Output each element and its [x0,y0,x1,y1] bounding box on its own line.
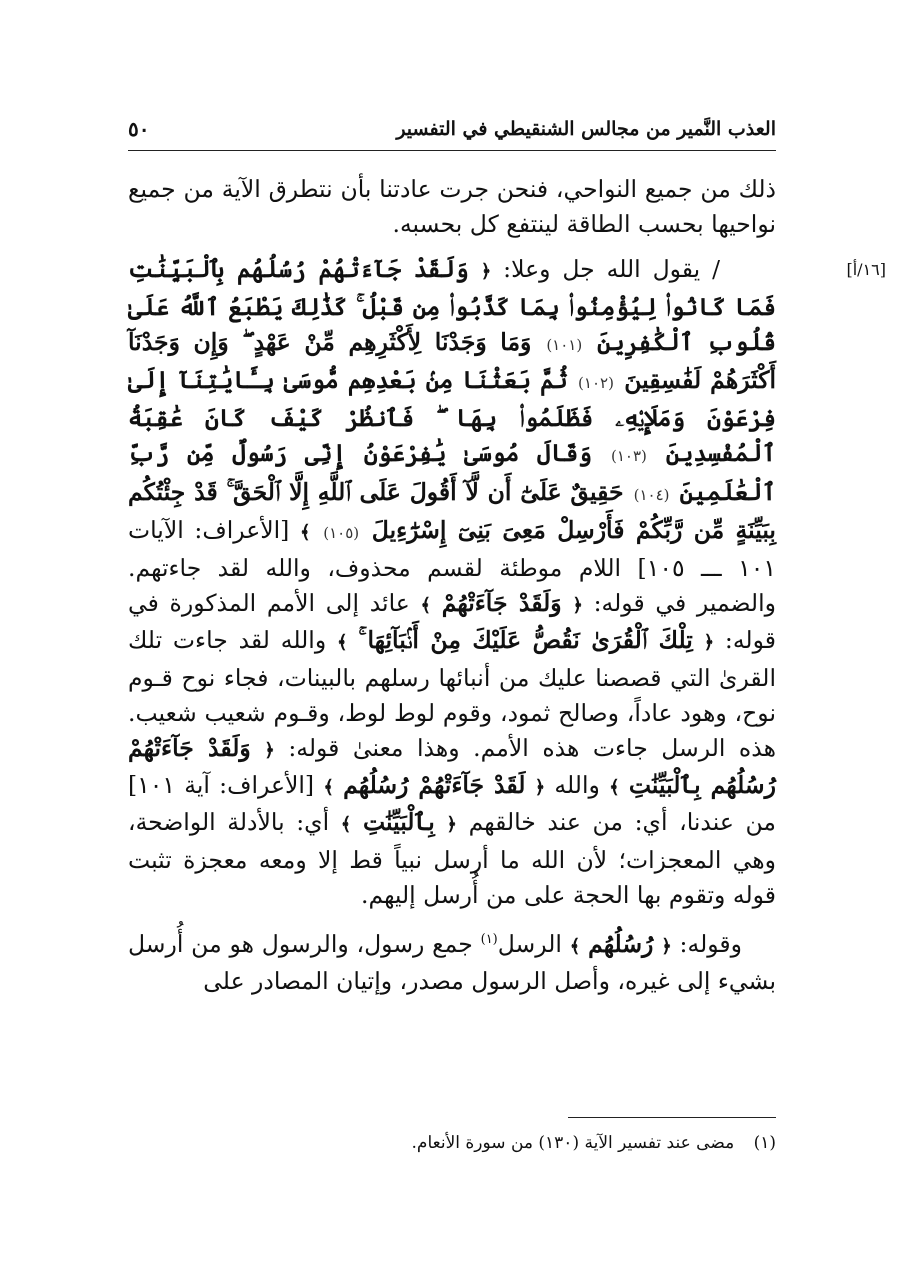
quran-verse-104: وَقَالَ مُوسَىٰ يَٰفِرْعَوْنُ إِنِّى رَسُولٌ مِّن رَّبِّ ٱلْعَٰلَمِينَ [128,439,776,506]
footnote-reference[interactable]: (١) [480,932,498,948]
commentary-text: جمع رسول، والرسول هو من أُرسل بشيء إلى غيره، وأصل الرسول مصدر، وإتيان المصادر على [128,930,776,996]
ornate-bracket-close: ﴾ [609,777,620,799]
quran-quote: رُسُلُهُم [588,930,654,959]
footnote-rule [568,1117,776,1118]
quran-quote: بِٱلْبَيِّنَٰتِ [362,808,435,837]
ornate-bracket-open: ﴿ [264,740,275,762]
commentary-text: عائد إلى الأمم المذكورة في قوله: [128,589,776,655]
page-header [128,112,776,146]
ornate-bracket-close: ﴾ [336,632,348,654]
footnote-number: (١) [753,1133,776,1153]
ornate-bracket-close: ﴾ [420,595,432,617]
commentary-text: والله [554,771,600,800]
ornate-bracket-open: ﴿ [446,814,457,836]
ornate-bracket-close: ﴾ [569,936,581,958]
quran-verse-102: وَمَا وَجَدْنَا لِأَكْثَرِهِم مِّنْ عَهْدٍ ۖ وَإِن وَجَدْنَآ أَكْثَرَهُمْ لَفَٰسِقِينَ [128,327,776,395]
ornate-bracket-open: ﴿ [572,595,583,617]
ornate-bracket-close: ﴾ [340,814,352,836]
page-number: ٥٠ [128,117,150,141]
paragraph-1: ذلك من جميع النواحي، فنحن جرت عادتنا بأن نتطرق الآية من جميع نواحيها بحسب الطاقة لينتفع كل بحسبه. [128,175,776,239]
quran-quote: تِلْكَ ٱلْقُرَىٰ نَقُصُّ عَلَيْكَ مِنْ أَنۢبَآئِهَا ۚ [358,626,693,655]
quran-verse-101: وَلَقَدْ جَآءَتْهُمْ رُسُلُهُم بِٱلْبَيِّنَٰتِ فَمَا كَانُوا۟ لِيُؤْمِنُوا۟ بِمَا كَذَّبُوا۟ مِن قَبْلُ ۚ كَذَٰلِكَ يَطْبَعُ ٱللَّهُ عَلَىٰ قُلُوبِ ٱلْكَٰفِرِينَ [128,255,776,356]
footnote-text: مضى عند تفسير الآية (١٣٠) من سورة الأنعام. [411,1133,735,1153]
ayah-number-103: (١٠٣) [610,447,647,466]
manuscript-folio-marker: [١٦/أ] [846,260,886,280]
ayah-number-102: (١٠٢) [578,374,614,393]
commentary-text: أي: بالأدلة الواضحة، وهي المعجزات؛ لأن الله ما أرسل نبياً قط إلا ومعه معجزة تثبت قوله وتقوم بها الحجة على من أُرسل إليهم. [128,808,776,909]
running-title: العذب النَّمير من مجالس الشنقيطي في التفسير [396,118,776,140]
main-text [128,172,886,999]
ayah-number-104: (١٠٤) [633,485,670,504]
quran-verse-105: حَقِيقٌ عَلَىٰٓ أَن لَّآ أَقُولَ عَلَى ٱللَّهِ إِلَّا ٱلْحَقَّ ۚ قَدْ جِئْتُكُم بِبَيِّنَةٍ مِّن رَّبِّكُمْ فَأَرْسِلْ مَعِىَ بَنِىٓ إِسْرَٰٓءِيلَ [128,477,776,544]
paragraph-2 [128,252,886,913]
commentary-text: [الأعراف: الآيات ١٠١ ـــ ١٠٥] اللام موطئة لقسم محذوف، والله لقد جاءتهم. والضمير في قوله: [128,515,776,618]
verse-intro: / يقول الله جل وعلا: [503,255,721,284]
footnote [128,1130,776,1156]
ornate-bracket-open: ﴿ [480,261,492,283]
ornate-bracket-open: ﴿ [661,936,672,958]
ornate-bracket-close: ﴾ [300,521,311,543]
paragraph-lead: وقوله: [679,930,742,959]
quran-verse-103: ثُمَّ بَعَثْنَا مِنۢ بَعْدِهِم مُّوسَىٰ بِـَٔايَٰتِنَآ إِلَىٰ فِرْعَوْنَ وَمَلَإِي۟هِۦ فَظَلَمُوا۟ بِهَا ۖ فَٱنظُرْ كَيْفَ كَانَ عَٰقِبَةُ ٱلْمُفْسِدِينَ [128,366,776,468]
ornate-bracket-open: ﴿ [534,777,546,799]
ornate-bracket-open: ﴿ [703,632,715,654]
ornate-bracket-close: ﴾ [323,777,334,799]
quran-quote: وَلَقَدْ جَآءَتْهُمْ [441,589,562,618]
ayah-number-101: (١٠١) [546,335,583,354]
header-rule [128,150,776,151]
commentary-text: الرسل [497,930,562,959]
commentary-text: والله لقد جاءت تلك القرىٰ التي قصصنا عليك من أنبائها رسلهم بالبينات، فجاء نوح قـوم نوح، وهود عاداً، وصالح ثمود، وقوم لوط لوط، وقـوم شعيب شعيب. هذه الرسل جاءت هذه الأمم. وهذا معنىٰ قوله: [128,626,776,763]
paragraph-3 [128,927,776,999]
quran-quote: وَلَقَدْ جَآءَتْهُمْ رُسُلُهُم بِٱلْبَيِّنَٰتِ [128,734,776,800]
commentary-text: [الأعراف: آية ١٠١] من عندنا، أي: من عند خالقهم [128,771,776,837]
quran-quote: لَقَدْ جَآءَتْهُمْ رُسُلُهُم [343,771,526,800]
ayah-number-105: (١٠٥) [323,523,360,542]
